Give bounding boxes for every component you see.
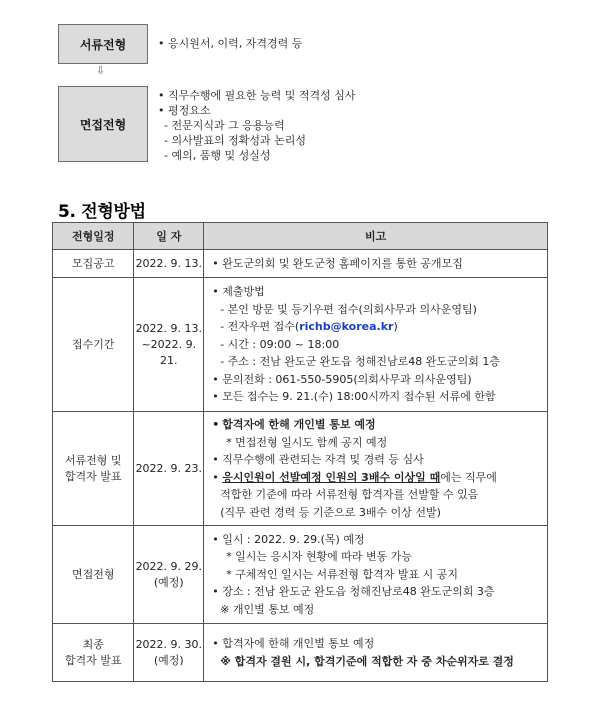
notes-cell [204,250,548,278]
date-cell [134,624,204,682]
flow-step-interview [58,86,148,162]
date-cell [134,412,204,526]
flow-step-document-screening [58,24,148,64]
stage-cell [53,624,134,682]
date-cell [134,250,204,278]
note-line: * 면접전형 일시도 함께 공지 예정 [226,435,388,449]
stage-line: 서류전형 및 [64,453,122,467]
date-text: 2022. 9. 13. [135,256,203,270]
flow-step1-description [158,36,302,51]
note-line: * 일시는 응시자 현황에 따라 변동 가능 [226,550,413,564]
notes-cell [204,624,548,682]
note-line [212,318,539,336]
note-line: • 일시 : 2022. 9. 29.(목) 예정 [212,531,539,549]
note-line: - 주소 : 전남 완도군 완도읍 청해진남로48 완도군의회 1층 [220,355,500,369]
date-line: 2022. 9. 13. [135,321,203,335]
stage-line: 합격자 발표 [64,469,122,483]
stage-cell [53,526,134,624]
note-line: * 구체적인 일시는 서류전형 합격자 발표 시 공지 [226,567,459,581]
flow-step2-line: - 전문지식과 그 응용능력 [164,119,285,132]
note-line: • 장소 : 전남 완도군 완도읍 청해진남로48 완도군의회 3층 [212,583,539,601]
date-cell [134,526,204,624]
date-line: 2022. 9. 30. [135,637,203,651]
stage-text: 접수기간 [71,337,115,351]
date-cell [134,278,204,412]
stage-line: 최종 [82,637,104,651]
notes-cell [204,526,548,624]
table-row [53,278,548,412]
notes-cell [204,412,548,526]
date-line: (예정) [153,653,184,667]
flow-step-label: 면접전형 [79,117,127,132]
note-line: ※ 합격자 결원 시, 합격기준에 적합한 자 중 차순위자로 결정 [220,654,514,668]
selection-method-table [52,222,548,682]
stage-cell [53,250,134,278]
note-line: • 합격자에 한해 개인별 통보 예정 [212,416,539,434]
date-text: 2022. 9. 23. [135,461,203,475]
notes-cell [204,278,548,412]
section-title: 5. 전형방법 [58,202,146,222]
stage-text: 면접전형 [71,567,115,581]
stage-text: 모집공고 [71,256,115,270]
stage-cell [53,278,134,412]
flow-step2-description [158,88,356,163]
note-line: 적합한 기준에 따라 서류전형 합격자를 선발할 수 있음 [220,488,479,501]
flow-step2-line: • 직무수행에 필요한 능력 및 적격성 심사 [158,88,356,103]
date-line: (예정) [153,575,184,589]
flow-step1-text: • 응시원서, 이력, 자격경력 등 [158,36,302,51]
note-line: (직무 관련 경력 등 기준으로 3배수 이상 선발) [220,505,441,519]
table-row [53,250,548,278]
table-row [53,412,548,526]
note-line: • 직무수행에 관련되는 자격 및 경력 등 심사 [212,451,539,469]
flow-step2-line: - 의사발표의 정확성과 논리성 [164,134,306,147]
note-line: • 제출방법 [212,283,539,301]
flow-step-label: 서류전형 [79,37,127,52]
column-header: 전형일정 [53,223,134,250]
table-header-row [53,223,548,250]
note-line: ※ 개인별 통보 예정 [220,602,315,616]
note-line: • 문의전화 : 061-550-5905(의회사무과 의사운영팀) [212,371,539,389]
note-line [212,469,539,487]
table-row [53,526,548,624]
note-text: 에는 직무에 [440,470,497,484]
down-arrow-icon: ⇩ [96,64,106,77]
date-line: 2022. 9. 29. [135,559,203,573]
note-line: • 합격자에 한해 개인별 통보 예정 [212,635,539,653]
flow-step2-line: - 예의, 품행 및 성실성 [164,149,271,162]
note-text: ) [393,320,398,334]
note-line: • 모든 접수는 9. 21.(수) 18:00시까지 접수된 서류에 한함 [212,388,539,406]
note-text: - 전자우편 접수( [220,320,300,334]
table-row [53,624,548,682]
note-emphasis: 응시인원이 선발예정 인원의 3배수 이상일 때 [222,470,441,484]
column-header: 일 자 [134,223,204,250]
stage-line: 합격자 발표 [64,653,122,667]
flow-step2-line: • 평정요소 [158,103,356,118]
note-line: - 시간 : 09:00 ~ 18:00 [220,337,340,351]
note-line: • 완도군의회 및 완도군청 홈페이지를 통한 공개모집 [212,255,539,273]
column-header: 비고 [204,223,548,250]
date-line: ~2022. 9. 21. [141,337,197,367]
email-link[interactable]: richb@korea.kr [299,320,394,334]
note-line: - 본인 방문 및 등기우편 접수(의회사무과 의사운영팀) [220,302,477,316]
stage-cell [53,412,134,526]
